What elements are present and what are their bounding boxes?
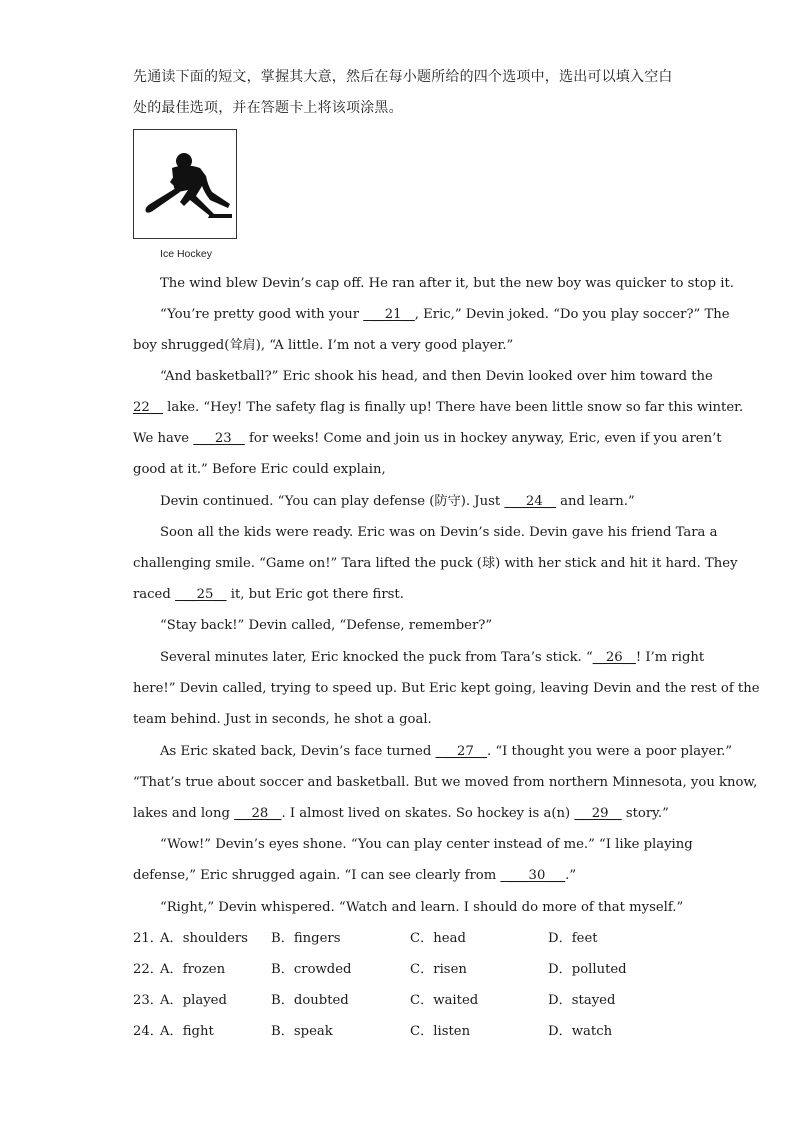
- option-c[interactable]: C．head: [410, 931, 466, 946]
- passage-line: good at it.” Before Eric could explain,: [133, 462, 386, 477]
- option-a[interactable]: A．frozen: [160, 962, 226, 977]
- question-number: 23．: [133, 993, 163, 1008]
- passage-line: “Right,” Devin whispered. “Watch and learn. I should do more of that myself.”: [160, 900, 684, 915]
- option-d[interactable]: D．watch: [548, 1024, 613, 1039]
- question-number: 22．: [133, 962, 163, 977]
- passage-line: Soon all the kids were ready. Eric was on Devin’s side. Devin gave his friend Tara a: [160, 525, 718, 540]
- option-a[interactable]: A．played: [160, 993, 227, 1008]
- option-b[interactable]: B．crowded: [271, 962, 352, 977]
- ice-hockey-player-icon: [134, 130, 235, 237]
- passage-line: As Eric skated back, Devin’s face turned __27__. “I thought you were a poor player.”: [160, 744, 733, 759]
- passage-line: Several minutes later, Eric knocked the puck from Tara’s stick. “__26__! I’m right: [160, 650, 705, 665]
- option-d[interactable]: D．stayed: [548, 993, 616, 1008]
- passage-line: “That’s true about soccer and basketball. But we moved from northern Minnesota, you know,: [133, 775, 758, 790]
- passage-line: 22__ lake. “Hey! The safety flag is finally up! There have been little snow so far this winter.: [133, 400, 744, 415]
- passage-line: “Wow!” Devin’s eyes shone. “You can play center instead of me.” “I like playing: [160, 837, 693, 852]
- option-c[interactable]: C．listen: [410, 1024, 471, 1039]
- option-a[interactable]: A．fight: [160, 1024, 214, 1039]
- passage-line: “Stay back!” Devin called, “Defense, remember?”: [160, 618, 493, 633]
- option-c[interactable]: C．risen: [410, 962, 467, 977]
- blank-21: __21__: [363, 307, 415, 322]
- blank-23: __23__: [193, 431, 245, 446]
- passage-line: defense,” Eric shrugged again. “I can see clearly from ___30___.”: [133, 868, 577, 883]
- ice-hockey-figure: [133, 129, 237, 239]
- blank-25: __25__: [175, 587, 227, 602]
- passage-line: team behind. Just in seconds, he shot a goal.: [133, 712, 432, 727]
- question-number: 24．: [133, 1024, 163, 1039]
- instruction-line-2: 处的最佳选项，并在答题卡上将该项涂黑。: [133, 100, 403, 116]
- passage-line: The wind blew Devin’s cap off. He ran after it, but the new boy was quicker to stop it.: [160, 276, 734, 291]
- option-b[interactable]: B．speak: [271, 1024, 333, 1039]
- figure-caption: Ice Hockey: [160, 248, 212, 260]
- blank-22: 22__: [133, 400, 163, 415]
- passage-line: We have __23__ for weeks! Come and join us in hockey anyway, Eric, even if you aren’t: [133, 431, 722, 446]
- passage-line: boy shrugged(耸肩), “A little. I’m not a very good player.”: [133, 338, 514, 353]
- blank-29: __29__: [574, 806, 622, 821]
- passage-line: Devin continued. “You can play defense (防守). Just __24__ and learn.”: [160, 494, 635, 509]
- blank-30: ___30___: [500, 868, 566, 883]
- option-c[interactable]: C．waited: [410, 993, 479, 1008]
- passage-line: lakes and long __28__. I almost lived on skates. So hockey is a(n) __29__ story.”: [133, 806, 669, 821]
- option-a[interactable]: A．shoulders: [160, 931, 248, 946]
- option-b[interactable]: B．fingers: [271, 931, 341, 946]
- option-d[interactable]: D．feet: [548, 931, 598, 946]
- blank-27: __27__: [435, 744, 488, 759]
- passage-line: challenging smile. “Game on!” Tara lifted the puck (球) with her stick and hit it hard. They: [133, 556, 738, 571]
- option-b[interactable]: B．doubted: [271, 993, 349, 1008]
- passage-line: “You’re pretty good with your __21__, Eric,” Devin joked. “Do you play soccer?” The: [160, 307, 730, 322]
- instruction-line-1: 先通读下面的短文，掌握其大意，然后在每小题所给的四个选项中，选出可以填入空白: [133, 69, 673, 85]
- blank-24: __24__: [504, 494, 556, 509]
- passage-line: raced __25__ it, but Eric got there first.: [133, 587, 404, 602]
- option-d[interactable]: D．polluted: [548, 962, 627, 977]
- blank-26: __26__: [592, 650, 636, 665]
- blank-28: __28__: [234, 806, 282, 821]
- question-number: 21．: [133, 931, 163, 946]
- passage-line: “And basketball?” Eric shook his head, and then Devin looked over him toward the: [160, 369, 713, 384]
- passage-line: here!” Devin called, trying to speed up. But Eric kept going, leaving Devin and the rest of the: [133, 681, 760, 696]
